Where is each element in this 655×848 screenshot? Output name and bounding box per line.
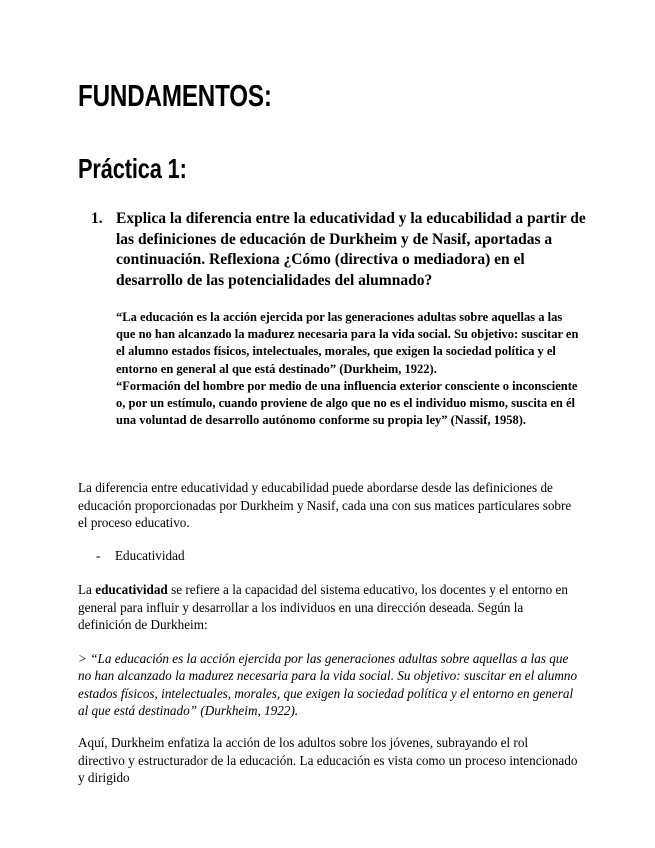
question-item [91, 209, 586, 291]
question-text: Explica la diferencia entre la educatividad y la educabilidad a partir de las definiciones de educación de Durkheim y de Nasif, aportadas a continuación. Reflexiona ¿Cómo (directiva o mediadora) en el desarrollo de las potencialidades del alumnado? [116, 210, 586, 289]
paragraph-educatividad [78, 581, 578, 634]
paragraph-educatividad-rest: se refiere a la capacidad del sistema educativo, los docentes y el entorno en general para influir y desarrollar a los individuos en una dirección deseada. Según la definición de Durkheim: [78, 582, 568, 632]
term-educatividad: educatividad [95, 582, 168, 597]
paragraph-intro: La diferencia entre educatividad y educabilidad puede abordarse desde las definiciones de educación proporcionadas por Durkheim y Nasif, cada una con sus matices particulares sobre el proceso educativo. [78, 480, 572, 530]
question-number: 1. [91, 210, 103, 227]
heading-practica: Práctica 1: [78, 153, 187, 184]
definitions-quote-block [116, 309, 582, 429]
heading-fundamentos: FUNDAMENTOS: [78, 78, 272, 113]
italic-quote-durkheim: > “La educación es la acción ejercida por las generaciones adultas sobre aquellas a las que no han alcanzado la madurez necesaria para la vida social. Su objetivo: suscitar en el alumno estados físicos, intelectuales, morales, que exigen la sociedad política y el entorno en general al que está destinado” (Durkheim, 1922). [78, 651, 578, 718]
bullet-dash: - [96, 548, 101, 563]
quote-durkheim: “La educación es la acción ejercida por las generaciones adultas sobre aquellas a las que no han alcanzado la madurez necesaria para la vida social. Su objetivo: suscitar en el alumno estados físicos, intelectuales, morales, que exigen la sociedad política y el entorno en general al que está destinado” (Durkheim, 1922). [116, 310, 579, 376]
bullet-educatividad [96, 547, 185, 565]
bullet-label: Educatividad [115, 548, 185, 563]
paragraph-educatividad-start: La [78, 582, 96, 597]
paragraph-durkheim-analysis: Aquí, Durkheim enfatiza la acción de los adultos sobre los jóvenes, subrayando el rol directivo y estructurador de la educación. La educación es vista como un proceso intencionado y dirigido [78, 735, 578, 785]
quote-nassif: “Formación del hombre por medio de una influencia exterior consciente o inconsciente o, por un estímulo, cuando proviene de algo que no es el individuo mismo, suscita en él una voluntad de desarrollo autónomo conforme su propia ley” (Nassif, 1958). [116, 378, 578, 428]
